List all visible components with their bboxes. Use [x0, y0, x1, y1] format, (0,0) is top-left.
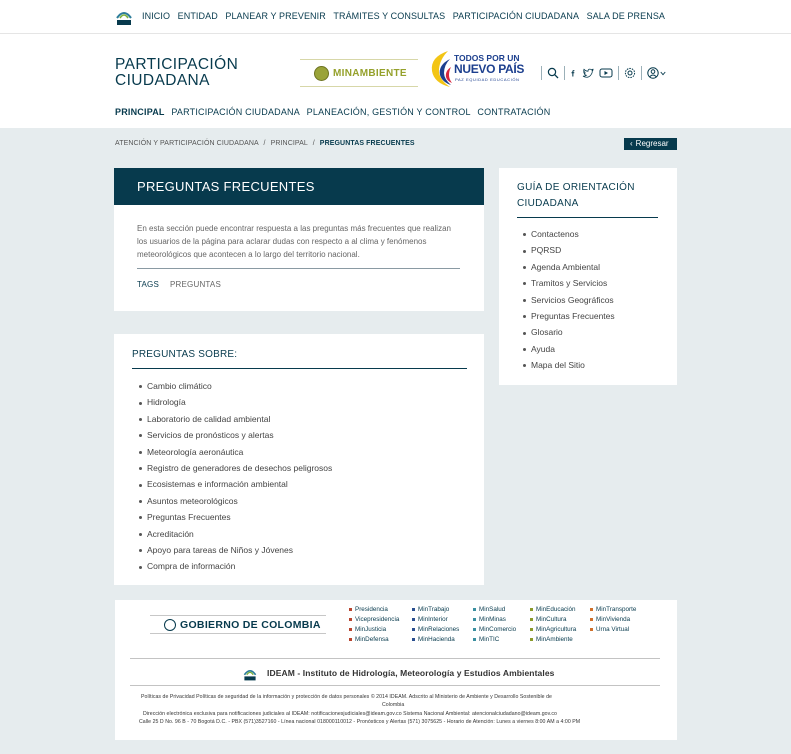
ministry-link[interactable]: MinTIC — [473, 636, 499, 643]
user-account-icon[interactable] — [647, 67, 659, 79]
divider — [641, 66, 642, 80]
facebook-icon[interactable] — [570, 67, 577, 79]
breadcrumb-separator: / — [312, 140, 315, 147]
subnav-contratacion[interactable]: CONTRATACIÓN — [477, 107, 551, 117]
nav-planear-y-prevenir[interactable]: PLANEAR Y PREVENIR — [225, 11, 326, 21]
section-subnav — [115, 107, 554, 117]
ministry-link[interactable]: MinSalud — [473, 606, 505, 613]
ministry-link[interactable]: MinTransporte — [590, 606, 636, 613]
ideam-logo-icon[interactable] — [115, 7, 133, 27]
ministry-link[interactable]: MinAmbiente — [530, 636, 573, 643]
gobierno-de-colombia-logo[interactable] — [150, 615, 326, 634]
sidebar-item-pqrsd[interactable]: PQRSD — [523, 242, 615, 258]
site-header — [0, 35, 791, 128]
question-link[interactable]: Apoyo para tareas de Niños y Jóvenes — [139, 542, 332, 558]
footer-copyright-country: Colombia — [382, 702, 405, 708]
faq-intro-card — [114, 168, 484, 311]
page-section-title — [115, 57, 238, 89]
divider — [618, 66, 619, 80]
subnav-participacion-ciudadana[interactable]: PARTICIPACIÓN CIUDADANA — [171, 107, 300, 117]
divider — [517, 217, 658, 218]
back-button-label: Regresar — [635, 139, 669, 148]
tpun-line2: NUEVO PAÍS — [454, 62, 525, 76]
divider — [137, 268, 460, 269]
ministry-link[interactable]: MinJusticia — [349, 626, 386, 633]
question-link[interactable]: Cambio climático — [139, 378, 332, 394]
chevron-down-icon[interactable] — [660, 71, 666, 76]
faq-card-title: PREGUNTAS FRECUENTES — [114, 168, 484, 205]
sidebar-item-glosario[interactable]: Glosario — [523, 324, 615, 340]
section-title-line1: PARTICIPACIÓN — [115, 56, 239, 73]
footer-address: Calle 25 D No. 96 B - 70 Bogotá D.C. - PBX (571)3527160 - Línea nacional 018000110012 - Pronósticos y Alertas (571) 3075625 - Horario de Atención: Lunes a viernes 8:00 AM a 4:00 PM — [139, 719, 581, 725]
header-tools — [541, 66, 666, 80]
ministry-link[interactable]: MinRelaciones — [412, 626, 459, 633]
questions-list — [139, 378, 332, 575]
question-link[interactable]: Asuntos meteorológicos — [139, 493, 332, 509]
footer-legal-links[interactable]: Políticas de Privacidad Políticas de seguridad de la información y protección de datos personales © 2014 IDEAM. Adscrito al Ministerio de Ambiente y Desarrollo Sostenible de — [141, 694, 552, 700]
institute-name: IDEAM - Instituto de Hidrología, Meteorología y Estudios Ambientales — [267, 668, 555, 678]
faq-description: En esta sección puede encontrar respuesta a las preguntas más frecuentes que realizan los usuarios de la página para aclarar dudas con respecto a al clima y fenómenos meteorológicos que acontecen a lo largo del territorio nacional. — [137, 224, 451, 259]
ministry-link[interactable]: MinComercio — [473, 626, 516, 633]
ideam-logo-icon — [242, 666, 258, 682]
ministry-link[interactable]: MinVivienda — [590, 616, 630, 623]
nav-inicio[interactable]: INICIO — [142, 11, 171, 21]
ministry-link[interactable]: MinDefensa — [349, 636, 389, 643]
divider — [130, 658, 660, 659]
back-button[interactable] — [624, 138, 677, 150]
ministry-link[interactable]: Presidencia — [349, 606, 388, 613]
ministry-link[interactable]: MinEducación — [530, 606, 576, 613]
minambiente-logo[interactable] — [300, 59, 418, 87]
top-navigation — [0, 0, 791, 34]
breadcrumb — [115, 140, 415, 147]
youtube-icon[interactable] — [599, 67, 613, 79]
sidebar-title: GUÍA DE ORIENTACIÓN CIUDADANA — [517, 182, 635, 209]
nav-tramites-y-consultas[interactable]: TRÁMITES Y CONSULTAS — [333, 11, 446, 21]
divider — [132, 368, 467, 369]
tags-label: TAGS — [137, 280, 159, 289]
tag-link-preguntas[interactable]: PREGUNTAS — [170, 280, 221, 289]
citizen-guide-sidebar — [499, 168, 677, 385]
question-link[interactable]: Registro de generadores de desechos peligrosos — [139, 460, 332, 476]
ministry-link[interactable]: Urna Virtual — [590, 626, 629, 633]
main-content — [0, 128, 791, 754]
question-link[interactable]: Hidrología — [139, 394, 332, 410]
sidebar-list — [523, 226, 615, 374]
search-icon[interactable] — [547, 67, 559, 79]
ministry-link[interactable]: MinCultura — [530, 616, 566, 623]
divider — [541, 66, 542, 80]
footer-notifications: Dirección electrónica exclusiva para notificaciones judiciales al IDEAM: notificacionesjudiciales@ideam.gov.co Sistema Nacional Ambiental: atencionalciudadano@ideam.gov.co — [143, 711, 557, 717]
sidebar-item-agenda-ambiental[interactable]: Agenda Ambiental — [523, 259, 615, 275]
subnav-principal[interactable]: PRINCIPAL — [115, 107, 165, 117]
todos-por-un-nuevo-pais-logo[interactable] — [426, 47, 525, 91]
question-link[interactable]: Meteorología aeronáutica — [139, 444, 332, 460]
sidebar-item-mapa-del-sitio[interactable]: Mapa del Sitio — [523, 357, 615, 373]
sidebar-item-servicios-geograficos[interactable]: Servicios Geográficos — [523, 292, 615, 308]
colombia-seal-icon — [314, 66, 329, 81]
settings-gear-icon[interactable] — [624, 67, 636, 79]
minambiente-label: MINAMBIENTE — [333, 68, 407, 79]
ministry-link[interactable]: MinInterior — [412, 616, 448, 623]
question-link[interactable]: Compra de información — [139, 558, 332, 574]
sidebar-item-contactenos[interactable]: Contactenos — [523, 226, 615, 242]
breadcrumb-current: PREGUNTAS FRECUENTES — [319, 140, 415, 147]
breadcrumb-item-atencion[interactable]: ATENCIÓN Y PARTICIPACIÓN CIUDADANA — [115, 140, 259, 147]
chevron-left-icon: ‹ — [630, 139, 633, 148]
nav-sala-de-prensa[interactable]: SALA DE PRENSA — [586, 11, 666, 21]
sidebar-item-preguntas-frecuentes[interactable]: Preguntas Frecuentes — [523, 308, 615, 324]
section-title-line2: CIUDADANA — [115, 72, 210, 89]
ministry-link[interactable]: MinHacienda — [412, 636, 455, 643]
gobierno-label: GOBIERNO DE COLOMBIA — [180, 619, 321, 631]
site-footer — [115, 600, 677, 740]
ministry-link[interactable]: MinMinas — [473, 616, 506, 623]
question-link[interactable]: Ecosistemas e información ambiental — [139, 476, 332, 492]
nav-entidad[interactable]: ENTIDAD — [177, 11, 218, 21]
breadcrumb-item-principal[interactable]: PRINCIPAL — [270, 140, 308, 147]
ministry-link[interactable]: MinAgricultura — [530, 626, 576, 633]
subnav-planeacion-gestion-control[interactable]: PLANEACIÓN, GESTIÓN Y CONTROL — [306, 107, 471, 117]
colombia-seal-icon — [164, 619, 176, 631]
sidebar-item-ayuda[interactable]: Ayuda — [523, 341, 615, 357]
tpun-line3: PAZ EQUIDAD EDUCACIÓN — [455, 77, 520, 82]
ministry-link[interactable]: MinTrabajo — [412, 606, 449, 613]
question-link[interactable]: Servicios de pronósticos y alertas — [139, 427, 332, 443]
divider — [564, 66, 565, 80]
breadcrumb-separator: / — [263, 140, 266, 147]
sidebar-item-tramites[interactable]: Tramitos y Servicios — [523, 275, 615, 291]
questions-card-title: PREGUNTAS SOBRE: — [132, 349, 238, 360]
question-link[interactable]: Acreditación — [139, 526, 332, 542]
divider — [130, 685, 660, 686]
question-link[interactable]: Laboratorio de calidad ambiental — [139, 411, 332, 427]
question-link[interactable]: Preguntas Frecuentes — [139, 509, 332, 525]
tpun-line1: TODOS POR UN — [454, 53, 520, 63]
twitter-icon[interactable] — [582, 67, 594, 79]
ministry-link[interactable]: Vicepresidencia — [349, 616, 399, 623]
questions-card — [114, 334, 484, 585]
tpun-flag-icon — [426, 49, 454, 89]
nav-participacion-ciudadana[interactable]: PARTICIPACIÓN CIUDADANA — [452, 11, 580, 21]
